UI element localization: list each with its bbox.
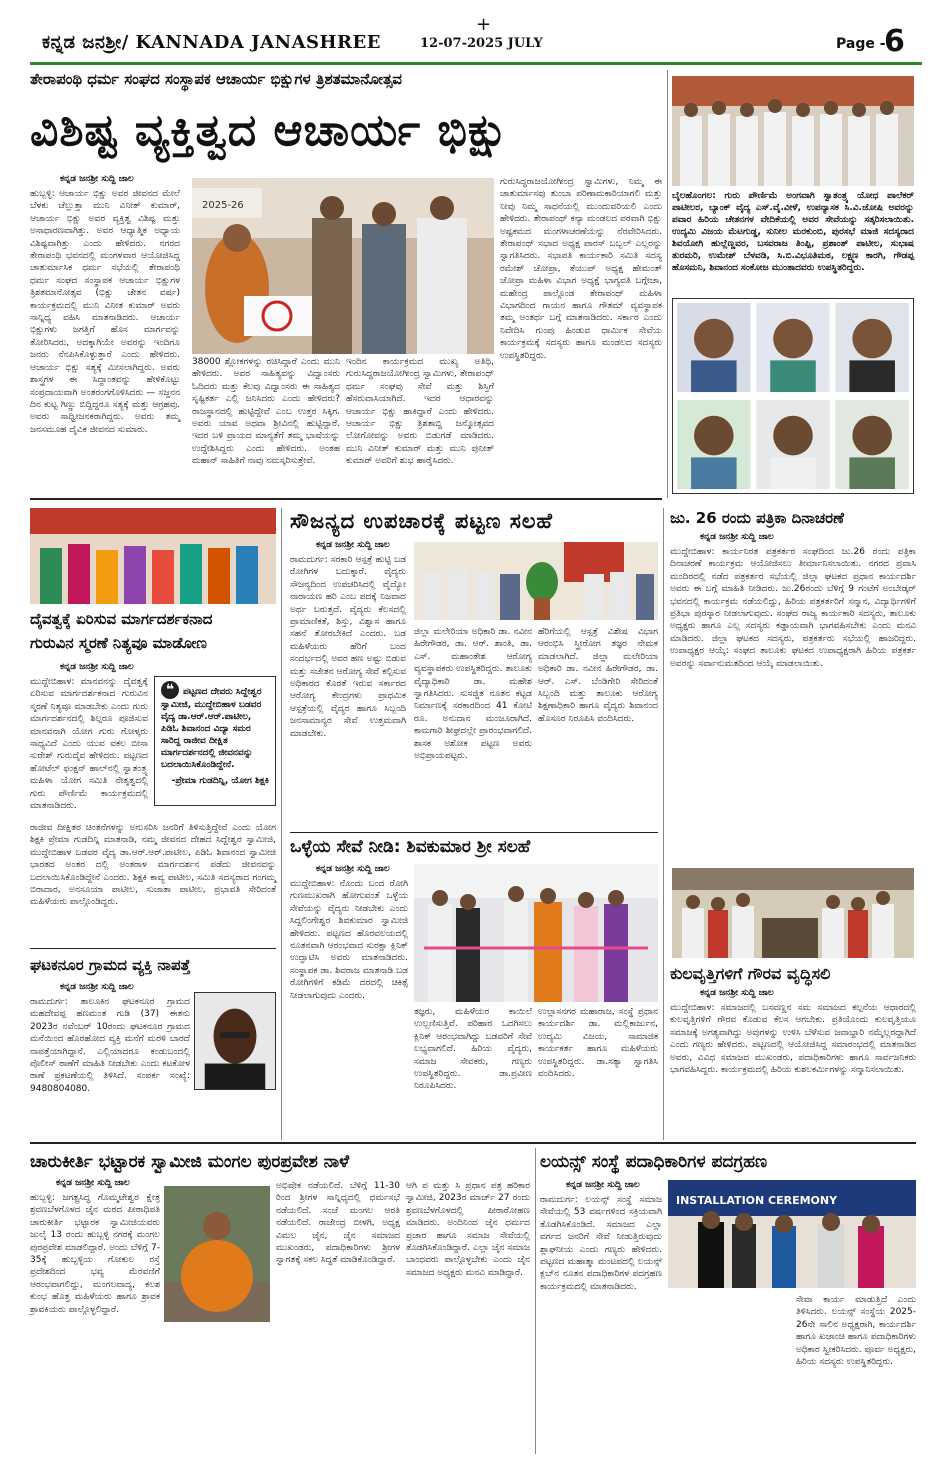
inauguration-photo-icon — [414, 542, 658, 620]
installation-banner-text: INSTALLATION CEREMONY — [676, 1194, 838, 1207]
installation-ceremony-photo-icon — [668, 1180, 916, 1288]
newspaper-name: ಕನ್ನಡ ಜನಶ್ರೀ/ KANNADA JANASHREE — [42, 32, 381, 53]
registration-mark: + — [476, 14, 492, 35]
column-divider-top — [667, 70, 668, 498]
quote-icon: ❝ — [161, 681, 179, 699]
story2-quote-box — [154, 676, 276, 806]
story2-bottom-rule — [30, 948, 276, 949]
story8-column-2: ಅಭಿಷೇಕ ನಡೆಯಲಿದೆ. ಬೆಳಿಗ್ಗೆ 11-30 ರಿಂದ ಶ್ರೀಗಳ ಸಾನ್ನಿಧ್ಯದಲ್ಲಿ ಧರ್ಮಸಭೆ ನಡೆಯಲಿದೆ. ಸಂಜೆ ಮಂಗಲ ಆರತಿ ನಡೆಯಲಿದೆ. ರಾಜೇಂದ್ರ ಬೀಳಗಿ, ಅಧ್ಯಕ್ಷ ವಿಮಲ ಜೈನ, ಜೈನ ಸಮಾಜದ ಮುಖಂಡರು, ಪದಾಧಿಕಾರಿಗಳು ಶ್ರೀಗಳ ಸ್ವಾಗತಕ್ಕೆ ಸಕಲ ಸಿದ್ಧತೆ ಮಾಡಿಕೊಂಡಿದ್ದಾರೆ. — [276, 1181, 400, 1266]
story2-byline: ಕನ್ನಡ ಜನಶ್ರೀ ಸುದ್ದಿ ಜಾಲ — [60, 662, 134, 672]
story3-byline: ಕನ್ನಡ ಜನಶ್ರೀ ಸುದ್ದಿ ಜಾಲ — [316, 540, 390, 550]
missing-person-photo-icon — [195, 993, 275, 1089]
column-divider-left — [281, 508, 282, 1140]
story1-column-3: ಇಂದಿನ ಕಾರ್ಯಕ್ರಮದ ಮುಖ್ಯ ಅತಿಥಿ, ಗುರುಸಿದ್ಧರಾಜಯೋಗೀಂದ್ರ ಸ್ವಾಮಿಗಳು, ತೇರಾಪಂಥ್ ಧರ್ಮ ಸಂಘವು ಸೇವೆ ಮತ್ತು ಶಿಸ್ತಿಗೆ ಹೆಸರುವಾಸಿಯಾಗಿದೆ. ಇದರ ಆಧಾರವನ್ನು ಆಚಾರ್ಯ ಭಿಕ್ಷು ಹಾಕಿದ್ದಾರೆ ಎಂದು ಹೇಳಿದರು. ಆಚಾರ್ಯ ಭಿಕ್ಷು ತ್ರಿಶತಾಬ್ದಿ ಜನ್ಮೋತ್ಸವದ ಲೋಗೋವನ್ನು ಅವರು ಬಿಡುಗಡೆ ಮಾಡಿದರು. ಮುನಿ ವಿನೀತ್ ಕುಮಾರ್ ಮತ್ತು ಮುನಿ ಪುನೀತ್ ಕುಮಾರ್ ಅವರಿಗೆ ಶುಭ ಹಾರೈಸಿದರು. — [346, 357, 494, 467]
story1-column-4: ಗುರುಸಿದ್ಧರಾಜಯೋಗೀಂದ್ರ ಸ್ವಾಮಿಗಳು, ನಿಮ್ಮ ಈ ಚಾತುರ್ಮಾಸವು ತುಂಬಾ ಪರಿಣಾಮಕಾರಿಯಾಗಲಿ ಮತ್ತು ನೀವು ನಿಮ್ಮ ಸಾಧನೆಯಲ್ಲಿ ಮುಂದುವರಿಯಲಿ ಎಂದು ಹೇಳಿದರು. ತೇರಾಪಂಥ್ ಕನ್ಯಾ ಮಂಡಲದ ಪರವಾಗಿ ಭಿಕ್ಷು ಅಷ್ಟಕಮದ ಮಂಗಳಾಚರಣೆಯನ್ನು ನೆರವೇರಿಸಿದರು. ತೇರಾಪಂಥ್ ಸಭಾದ ಅಧ್ಯಕ್ಷ ಪಾರಸ್ ಬಬ್ಬಲ್ ಎಲ್ಲರನ್ನು ಸ್ವಾಗತಿಸಿದರು. ಸಭಾಪತಿ ಕಾರ್ಯಕಾರಿ ಸಮಿತಿ ಸದಸ್ಯ ರಮೇಶ್ ಚೋಪ್ರಾ, ತೆಯುಪ್ ಅಧ್ಯಕ್ಷ ಹೇಮಂತ್ ಚೋಪ್ರಾ ಮಹಿಳಾ ವಿಭಾಗ ಅಧ್ಯಕ್ಷೆ ಭಾಗ್ಯವತಿ ಬಗ್ಗೇಚಾ, ಮಹೇಂದ್ರ ಪಾಲ್ಗೊಂಡ ತೇರಾಪಂಥ್ ಮಹಿಳಾ ವಿಭಾಗದಿಂದ ಗಾಯನ ಹಾಗೂ ಗೌತಮ್ ವ್ಯವಸ್ಥಾಪಕ ತಮ್ಮ ಅಂತರ್ಥ ಬಗ್ಗೆ ಮಾತನಾಡಿದರು. ಸರ್ಕಾರ ಎಂದು ನಿವೇದಿಸಿ ಗುಂಪು ಹಿಂಡುವ ಧಾರ್ಮಿಕ ಸೇವೆಯ ಕಾರ್ಯಕ್ರಮಕ್ಕೆ ಸದಸ್ಯರು ಹಾಗೂ ಮಂಡಲದ ಸದಸ್ಯರು ಉಪಸ್ಥಿತರಿದ್ದರು. — [500, 177, 662, 361]
story5-headline: ಒಳ್ಳೆಯ ಸೇವೆ ನೀಡಿ: ಶಿವಕುಮಾರ ಶ್ರೀ ಸಲಹೆ — [290, 837, 531, 857]
story9-column-2: ಸೇವಾ ಕಾರ್ಯ ಮಾಡುತ್ತಿದೆ ಎಂದು ತಿಳಿಸಿದರು. ಲಯನ್ಸ್ ಸಂಸ್ಥೆಯ 2025-26ನೇ ಸಾಲಿನ ಅಧ್ಯಕ್ಷರಾಗಿ, ಕಾರ್ಯದರ್ಶಿ ಹಾಗೂ ಖಜಾಂಚಿ ಹಾಗೂ ಪದಾಧಿಕಾರಿಗಳು ಅಧಿಕಾರ ಸ್ವೀಕರಿಸಿದರು. ಪೂರ್ವ ಅಧ್ಯಕ್ಷರು, ಹಿರಿಯ ಸದಸ್ಯರು ಉಪಸ್ಥಿತರಿದ್ದರು. — [796, 1295, 916, 1368]
story6-headline: ಘಟಕನೂರ ಗ್ರಾಮದ ವ್ಯಕ್ತಿ ನಾಪತ್ತೆ — [30, 956, 191, 974]
story5-byline: ಕನ್ನಡ ಜನಶ್ರೀ ಸುದ್ದಿ ಜಾಲ — [316, 864, 390, 874]
page-label: Page - — [836, 36, 886, 52]
column-divider-bottom — [535, 1148, 536, 1454]
story9-column-1: ರಾಮದುರ್ಗ: ಲಯನ್ಸ್ ಸಂಸ್ಥೆ ಸಮಾಜ ಸೇವೆಯಲ್ಲಿ 53 ವರ್ಷಗಳಿಂದ ಸಕ್ರಿಯವಾಗಿ ತೊಡಗಿಸಿಕೊಂಡಿದೆ. ಸಮಾಜದ ಎಲ್ಲಾ ವರ್ಗದ ಜನರಿಗೆ ಸೇವೆ ನೀಡುತ್ತಿರುವುದು ಶ್ಲಾಘನೀಯ ಎಂದು ಗಣ್ಯರು ಹೇಳಿದರು. ಪಟ್ಟಣದ ಮಹಾತ್ಮಾ ಮಂಟಪದಲ್ಲಿ ಲಯನ್ಸ್ ಕ್ಲಬ್‌ನ ನೂತನ ಪದಾಧಿಕಾರಿಗಳ ಪದಗ್ರಹಣ ಕಾರ್ಯಕ್ರಮದಲ್ಲಿ ಮಾತನಾಡಿದರು. — [540, 1195, 662, 1292]
story1-column-1: ಹುಬ್ಬಳ್ಳಿ: ಆಚಾರ್ಯ ಭಿಕ್ಷು ಅವರ ಜೀವನದ ಮೇಲೆ ಬೆಳಕು ಚೆಲ್ಲುತ್ತಾ ಮುನಿ ವಿನೀತ್ ಕುಮಾರ್, ಆಚಾರ್ಯ ಭಿಕ್ಷು ಅವರ ವ್ಯಕ್ತಿತ್ವ ವಿಶಿಷ್ಟ ಮತ್ತು ಅಸಾಧಾರಣವಾಗಿತ್ತು. ಅವರ ಆಧ್ಯಾತ್ಮಿಕ ಅಧ್ಯಾಯ ವಿಶಿಷ್ಟವಾಗಿತ್ತು ಎಂದು ಹೇಳಿದರು. ನಗರದ ತೇರಾಪಂಥಿ ಭವನದಲ್ಲಿ ಮಂಗಳವಾರ ಆಯೋಜಿಸಿದ್ದ ಚಾತುರ್ಮಾಸಿಕ ಧರ್ಮ ಸಭೆಯಲ್ಲಿ ತೇರಾಪಂಥಿ ಧರ್ಮ ಸಂಘದ ಸಂಸ್ಥಾಪಕ ಆಚಾರ್ಯ ಭಿಕ್ಷುಗಳ ತ್ರಿಶತಮಾನೋತ್ಸವ (ಭಿಕ್ಷು ಚೇತನ ವರ್ಷ) ಕಾರ್ಯಕ್ರಮದಲ್ಲಿ ಮುನಿ ವಿನೀತ ಕುಮಾರ್ ಅವರು ಸಾನ್ನಿಧ್ಯ ವಹಿಸಿ ಮಾತನಾಡಿದರು. ಆಚಾರ್ಯ ಭಿಕ್ಷುಗಳು ಜಗತ್ತಿಗೆ ಹೊಸ ಮಾರ್ಗವನ್ನು ತೋರಿಸಿದರು, ಅದಕ್ಕಾಗಿಯೇ ಅವರನ್ನು ಇಂದಿಗೂ ಜನರು ನೆನಪಿಸಿಕೊಳ್ಳುತ್ತಾರೆ ಎಂದು ಹೇಳಿದರು. ಆಚಾರ್ಯ ಭಿಕ್ಷು ಸತ್ಯಕ್ಕೆ ಮೀಸಲಾಗಿದ್ದರು. ಅವರು ಶಾಸ್ತ್ರಗಳ ಈ ಸಿದ್ಧಾಂತವನ್ನು ಹೇಳಿಕೊಟ್ಟು ಸಂಪ್ರದಾಯವಾಗಿ ಅಂತರಂಗಗೊಳಿಸಿದರು — ಸಜ್ಜನನ ದಿನ ಕುಟ್ಟ ಗಿಣ್ಣು ಬಿದ್ದಿದ್ದರೂ ಸತ್ಯಕ್ಕೆ ಮತ್ತು ಆಗ್ರಹವು. ಅವರು ಸಾಧ್ವೀಜನಕರಾಗಿದ್ದರು. ಅವರು ತಮ್ಮ ಜನಸಮೂಹ ದೈವಿಕ ಜೀವನದ ಸುಮಾರು. — [30, 189, 180, 435]
inauguration-photo — [414, 542, 658, 620]
story7-body: ಮುದ್ದೇಬಿಹಾಳ: ಸಮಾಜದಲ್ಲಿ ಬಸವಣ್ಣನ ಸಮ ಸಮಾಜದ ಕಲ್ಪನೆಯ ಆಧಾರದಲ್ಲಿ ಕುಲವೃತ್ತಿಗಳಿಗೆ ಗೌರವ ಕೊಡುವ ಕೆಲಸ ಆಗಬೇಕು. ಪ್ರತಿಯೊಂದು ಕುಲವೃತ್ತಿಯೂ ಸಮಾಜಕ್ಕೆ ಅಗತ್ಯವಾಗಿದ್ದು ಅವುಗಳನ್ನು ಉಳಿಸಿ ಬೆಳೆಸುವ ಜವಾಬ್ದಾರಿ ನಮ್ಮೆಲ್ಲರದ್ದಾಗಿದೆ ಎಂದು ಗಣ್ಯರು ಹೇಳಿದರು. ಪಟ್ಟಣದಲ್ಲಿ ಆಯೋಜಿಸಿದ್ದ ಸಮಾರಂಭದಲ್ಲಿ ಮಾತನಾಡಿದ ಅವರು, ವಿವಿಧ ಸಮಾಜದ ಮುಖಂಡರು, ಪದಾಧಿಕಾರಿಗಳು ಹಾಗೂ ಸಾರ್ವಜನಿಕರು ಭಾಗವಹಿಸಿದ್ದರು. ಕಾರ್ಯಕ್ರಮದಲ್ಲಿ ಹಿರಿಯ ಕುಶಲಕರ್ಮಿಗಳನ್ನು ಸನ್ಮಾನಿಸಲಾಯಿತು. — [670, 1003, 916, 1076]
page-number: 6 — [884, 24, 905, 59]
story1-headline: ವಿಶಿಷ್ಟ ವ್ಯಕ್ತಿತ್ವದ ಆಚಾರ್ಯ ಭಿಕ್ಷು — [30, 105, 510, 156]
story1-photo — [192, 178, 494, 354]
women-group-photo-icon — [30, 508, 276, 604]
story3-headline: ಸೌಜನ್ಯದ ಉಪಚಾರಕ್ಕೆ ಪಟ್ಟಣ ಸಲಹೆ — [290, 509, 553, 533]
story8-column-1-top — [30, 1192, 160, 1315]
story3-bottom-rule — [290, 832, 658, 833]
issue-date: 12-07-2025 JULY — [420, 36, 543, 51]
installation-ceremony-photo — [668, 1180, 916, 1288]
story4-headline: ಜು. 26 ರಂದು ಪತ್ರಿಕಾ ದಿನಾಚರಣೆ — [670, 509, 845, 527]
story8-column-1: ಹುಬ್ಬಳ್ಳಿ: ಜಗತ್ಪ್ರಸಿದ್ಧ ಗೊಮ್ಮಟೇಶ್ವರ ಕ್ಷೇತ್ರ ಶ್ರವಣಬೆಳಗೊಳದ ಜೈನ ಮಠದ ಪೀಠಾಧಿಪತಿ ಚಾರುಕೀರ್ತಿ ಭಟ್ಟಾರಕ ಸ್ವಾಮೀಜಿಯವರು ಜುಲೈ 13 ರಂದು ಹುಬ್ಬಳ್ಳಿ ನಗರಕ್ಕೆ ಮಂಗಲ ಪುರಪ್ರವೇಶ ಮಾಡಲಿದ್ದಾರೆ. ಅಂದು ಬೆಳಿಗ್ಗೆ 7-35ಕ್ಕೆ ಹುಬ್ಬಳ್ಳಿಯ ಗೋಕುಲ ರಸ್ತೆ ಪ್ರದೇಶದಿಂದ ಭವ್ಯ ಮೆರವಣಿಗೆ ಆರಂಭವಾಗಲಿದ್ದು, ಮಂಗಲವಾದ್ಯ, ಕಲಶ ಕುಂಭ ಹೊತ್ತ ಮಹಿಳೆಯರು ಹಾಗೂ ಶ್ರಾವಕ ಶ್ರಾವಕಿಯರು ಪಾಲ್ಗೊಳ್ಳಲಿದ್ದಾರೆ. — [30, 1193, 160, 1315]
women-group-photo — [30, 508, 276, 604]
portrait-grid-icon — [673, 299, 913, 493]
meeting-photo-icon — [672, 868, 914, 958]
story8-byline: ಕನ್ನಡ ಜನಶ್ರೀ ಸುದ್ದಿ ಜಾಲ — [56, 1178, 130, 1188]
missing-person-photo — [194, 992, 276, 1090]
story3-column-2: ಜಿಲ್ಲಾ ಮಲೇರಿಯಾ ಅಧಿಕಾರಿ ಡಾ. ನವೀನ ಹಿರೇಗೌಡರ, ಡಾ. ಆರ್. ಶಾಂತಿ, ಡಾ. ಎಸ್. ಮಹಾಂತೇಶ ಆರೋಗ್ಯ ವ್ಯವಸ್ಥಾಪಕರು ಉಪಸ್ಥಿತರಿದ್ದರು. ತಾಲೂಕು ವೈದ್ಯಾಧಿಕಾರಿ ಡಾ. ಮಹೇಶ ಸ್ವಾಗತಿಸಿದರು. ಸುಸಜ್ಜಿತ ನೂತನ ಕಟ್ಟಡ ನಿರ್ಮಾಣಕ್ಕೆ ಸರಕಾರದಿಂದ 41 ಕೋಟಿ ರೂ. ಅನುದಾನ ಮಂಜೂರಾಗಿದೆ. ಕಾಮಗಾರಿ ಶೀಘ್ರದಲ್ಲೇ ಪ್ರಾರಂಭವಾಗಲಿದೆ. ಶಾಸಕ ಅಶೋಕ ಪಟ್ಟಣ ಅವರು ಅಭಿಪ್ರಾಯಪಟ್ಟರು. — [414, 627, 532, 762]
story7-byline: ಕನ್ನಡ ಜನಶ್ರೀ ಸುದ್ದಿ ಜಾಲ — [700, 988, 774, 998]
masthead-rule — [30, 62, 922, 65]
story9-column-2-left — [668, 1294, 790, 1454]
story6-body-top — [30, 996, 190, 1094]
masthead — [0, 0, 945, 64]
story6-byline: ಕನ್ನಡ ಜನಶ್ರೀ ಸುದ್ದಿ ಜಾಲ — [60, 982, 134, 992]
swamiji-photo — [164, 1186, 270, 1322]
meeting-photo — [672, 868, 914, 958]
story2-headline-line1: ದೈವತ್ವಕ್ಕೆ ಏರಿಸುವ ಮಾರ್ಗದರ್ಶಕನಾದ — [30, 610, 213, 628]
story8-column-3: ಆಗಿ ಪ ಮತ್ತು ಸಿ ಪ್ರಧಾನ ಪತ್ರ ಹರಿಕಾರ ಸ್ವಾಮೀಜಿ, 2023ರ ಮಾರ್ಚ್ 27 ರಂದು ಶ್ರವಣಬೆಳಗೊಳದಲ್ಲಿ ಪೀಠಾರೋಹಣ ಮಾಡಿದರು. ಅಂದಿನಿಂದ ಜೈನ ಧರ್ಮದ ಪ್ರಚಾರ ಹಾಗೂ ಸಮಾಜ ಸೇವೆಯಲ್ಲಿ ತೊಡಗಿಸಿಕೊಂಡಿದ್ದಾರೆ. ಎಲ್ಲಾ ಜೈನ ಸಮಾಜ ಬಾಂಧವರು ಪಾಲ್ಗೊಳ್ಳಬೇಕು ಎಂದು ಜೈನ ಸಮಾಜದ ಅಧ್ಯಕ್ಷರು ಮನವಿ ಮಾಡಿದ್ದಾರೆ. — [406, 1181, 530, 1278]
story9-headline: ಲಯನ್ಸ್ ಸಂಸ್ಥೆ ಪದಾಧಿಕಾರಿಗಳ ಪದಗ್ರಹಣ — [540, 1152, 768, 1172]
story2-body-top: ಮುದ್ದೇಬಿಹಾಳ: ಮಾನವನನ್ನು ದೈವತ್ವಕ್ಕೆ ಏರಿಸುವ ಮಾರ್ಗದರ್ಶಕನಾದ ಗುರುವಿನ ಸ್ಮರಣೆ ನಿತ್ಯವೂ ಮಾಡಬೇಕು ಎಂದು ಗುರು ಮಾರ್ಗದರ್ಶನದಲ್ಲಿ ಶಿಲ್ಪರೂ ಪೂಜಿಸುವ ಮಾನವನಾಗಿ ಯೋಗ ಗುರು ಗೋಳ್ಕರು ಸಾಧ್ಯವಿದೆ ಎಂದು ಯುವ ವಕಲ ಬೀಸಾ ಸುರೇಶ್ ಗುರುದೈವ ಹೇಳಿದರು. ಪಟ್ಟಣದ ಹೋಟೆಲ್ ಫಂಕ್ಷನ್ ಹಾಲ್‌ನಲ್ಲಿ ಸ್ವಾತಂತ್ರ್ಯ ಮಹಿಳಾ ಯೋಗ ಸಮಿತಿ ನೇತೃತ್ವದಲ್ಲಿ ಗುರು ಪೌರ್ಣಿಮೆ ಕಾರ್ಯಕ್ರಮದಲ್ಲಿ ಮಾತನಾಡಿದರು. — [30, 677, 148, 812]
story3-column-3: ಹೆರಿಗೆಯಲ್ಲಿ ಆಸ್ಪತ್ರೆ ವಿಶೇಷ ವಿಭಾಗ ಆರಂಭಿಸಿ ಸ್ತ್ರೀರೋಗ ತಜ್ಞರ ನೇಮಕ ಮಾಡಲಾಗಿದೆ. ಜಿಲ್ಲಾ ಮಲೇರಿಯಾ ಅಧಿಕಾರಿ ಡಾ. ನವೀನ ಹಿರೇಗೌಡರ, ಡಾ. ಆರ್. ಎಸ್. ಬೆಂಡಿಗೇರಿ ಸೇರಿದಂತೆ ಸಿಬ್ಬಂದಿ ಮತ್ತು ತಾಲೂಕು ಆರೋಗ್ಯ ಶಿಕ್ಷಣಾಧಿಕಾರಿ ಹಾಗೂ ವೈದ್ಯರು ಶಿವಾನಂದ ಹೊಸೂರ ನಿರೂಪಿಸಿ ವಂದಿಸಿದರು. — [538, 627, 658, 724]
ribbon-cutting-photo — [414, 864, 658, 1002]
story2-body-bottom: ರಾಜೀವ ದೀಕ್ಷಿತರ ಚಿಂತನೆಗಳನ್ನು ಅನುಸರಿಸಿ ಜನರಿಗೆ ತಿಳಿಸುತ್ತಿದ್ದೇವೆ ಎಂದು ಯೋಗ ಶಿಕ್ಷಕಿ ಪ್ರೇಮಾ ಗುಡದಿನ್ನಿ ಮಾತನಾಡಿ, ನಮ್ಮ ಜೀವನದ ದೇಹದ ಸಿದ್ದೇಶ್ವರ ಸ್ವಾಮೀಜಿ, ಮುದ್ದೇಬಿಹಾಳ ಬಡವರ ವೈದ್ಯ ಡಾ.ಆರ್.ಆರ್.ಪಾಟೀಲ, ಪಿಡಿಓ ಶಿವಾನಂದ ಸ್ವಾಮೀಜಿ ಭಾರತದ ಅಂತರ ದಲ್ಲಿ ಅಂತರಾಳ ಮಾರ್ಗದರ್ಶನ ಪಡೆದು ಜೀವನವನ್ನು ಬದಲಾಯಿಸಿಕೊಂಡಿದ್ದೇನೆ ಎಂದರು. ಶಿಕ್ಷಕಿ ಕಾವ್ಯ ಪಾಟೀಲ, ಸಮಿತಿ ಸದಸ್ಯರಾದ ಗಂಗಮ್ಮ ಬಿರಾದಾರ, ಅನಸೂಯಾ ಪಾಟೀಲ, ಸುಜಾತಾ ಪಾಟೀಲ, ಪ್ರಭಾವತಿ ಸೇರಿದಂತೆ ಮಹಿಳೆಯರು ಪಾಲ್ಗೊಂಡಿದ್ದರು. — [30, 823, 276, 908]
story7-headline: ಕುಲವೃತ್ತಿಗಳಿಗೆ ಗೌರವ ವೃದ್ಧಿಸಲಿ — [670, 964, 831, 983]
bottom-band-rule — [30, 1142, 916, 1144]
group-photo-caption: ಬೈಲಹೊಂಗಲ: ಗುರು ಪೌರ್ಣಿಮೆ ಅಂಗವಾಗಿ ಸ್ವಾತಂತ್ರ್ಯ ಯೋಧ ಪಾಲೆಕರ್ ಪಾಟೀಲರ, ಬ್ಯಾಂಕ್ ವೈದ್ಯ ಎಸ್.ವೈ.ವೀಳೆ, ಉಪನ್ಯಾಸಕ ಸಿ.ವಿ.ಜೋಷಿ ಅವರನ್ನು ಪವಾರ ಹಿರಿಯ ಚೇತನಗಳ ವೇದಿಕೆಯಲ್ಲಿ ಅವರ ಸೇವೆಯನ್ನು ಸತ್ಕರಿಸಲಾಯಿತು. ಉದ್ಯಮಿ ವಿಜಯ ಮೆಟಗುಡ್ಡ, ಸುನೀಲ ಮರಕುಂಬಿ, ಪುರಸಭೆ ಮಾಜಿ ಸದಸ್ಯರಾದ ಶಿವಯೋಗಿ ಹುಲ್ಲೆಣ್ಣವರ, ಬಸವರಾಜ ತಿಂಪ್ಪಿ, ಪ್ರಶಾಂತ್ ಪಾಟೀಲ, ಸುಭಾಷ ತುರಮರಿ, ಉಮೇಶ್ ಬೆಳವಡಿ, ಸಿ.ಬಿ.ವಿಭೂತಿಮಠ, ಲಕ್ಷ್ಮಣ ಕಾರಗಿ, ಗೌಡಪ್ಪ ಹೊಸಮನಿ, ಶಿವಾನಂದ ಸಂಕೋಜ ಮುಂತಾದವರು ಉಪಸ್ಥಿತರಿದ್ದರು. — [672, 191, 914, 273]
swamiji-photo-icon — [164, 1186, 270, 1322]
story3-column-1: ರಾಮದುರ್ಗ: ಸರಕಾರಿ ಆಸ್ಪತ್ರೆ ಹುಟ್ಟಿ ಬಡ ರೋಗಿಗಳ ಬದುಕ್ಕಾರೆ. ವೈದ್ಯರು ಸೌಜನ್ಯದಿಂದ ಉಪಚರಿಸಿದಲ್ಲಿ ವೈದ್ಯೋ ನಾರಾಯಣ ಹರಿ ಎಂಬ ಪದಕ್ಕೆ ನಿಜವಾದ ಅರ್ಥ ಬರುತ್ತದೆ. ವೈದ್ಯರು ಕೆಲಸದಲ್ಲಿ ಪ್ರಾಮಾಣಿಕತೆ, ಶಿಸ್ತು, ವಿಶ್ವಾಸ ಹಾಗೂ ಸಹನೆ ತೋರಬೇಕಿದೆ ಎಂದರು. ಬಡ ಮಹಿಳೆಯರು ಹೆರಿಗೆ ಬಂದ ಸಂದರ್ಭದಲ್ಲಿ ಅವರ ಹಣ ಅಷ್ಟು ಬಿಡುವ ಮತ್ತು ಸಚೇತನ ಆರೋಗ್ಯ ಸೇವೆ ಕಲ್ಪಿಸುವ ಅಧಿಕಾರದ ಕೊರತೆ ಇರುವ ಸರ್ಕಾರದ ಆರೋಗ್ಯ ಕೇಂದ್ರಗಳು ಪ್ರಾಥಮಿಕ ಆಸ್ಪತ್ರೆಯಲ್ಲಿ ವೈದ್ಯರ ಹಾಗೂ ಸಿಬ್ಬಂದಿ ಜನಸಾಮಾನ್ಯರ ಸೇವೆ ಉತ್ತಮವಾಗಿ ಮಾಡಬೇಕು. — [290, 555, 406, 739]
story5-column-3: ಉಲ್ಲಾಸನಗರ ಮಹಾರಾಜ, ಸಂಸ್ಥೆ ಪ್ರಧಾನ ಕಾರ್ಯದರ್ಶಿ ಡಾ. ಮಲ್ಲಿಕಾರ್ಜುನ, ಉದ್ಯಮಿ ವಿಜಯ, ಸಾಮಾಜಿಕ ಕಾರ್ಯಕರ್ತ ಹಾಗೂ ಮಹಿಳೆಯರು ಉಪಸ್ಥಿತರಿದ್ದರು. ಡಾ.ಸತ್ಯಾ ಸ್ವಾಗತಿಸಿ ವಂದಿಸಿದರು. — [538, 1007, 658, 1080]
story2-quote-text: ಪಟ್ಟಣದ ದೇವರು ಸಿದ್ದೇಶ್ವರ ಸ್ವಾಮೀಜಿ, ಮುದ್ದೇಬಿಹಾಳ ಬಡವರ ವೈದ್ಯ ಡಾ.ಆರ್.ಆರ್.ಪಾಟೀಲ, ಪಿಡಿಓ ಶಿವಾನಂದ ವಿದ್ಯಾ ಸಮರ ಸಾರಿದ್ದ ರಾಜೀವ ದೀಕ್ಷಿತ ಮಾರ್ಗದರ್ಶನದಲ್ಲಿ ಜೀವನವನ್ನು ಬದಲಾಯಿಸಿಕೊಂಡಿದ್ದೇನೆ. — [161, 687, 262, 770]
story4-body: ಮುದ್ದೇಬಿಹಾಳ: ಕಾರ್ಯನಿರತ ಪತ್ರಕರ್ತರ ಸಂಘದಿಂದ ಜು.26 ರಂದು ಪತ್ರಿಕಾ ದಿನಾಚರಣೆ ಕಾರ್ಯಕ್ರಮ ಆಯೋಜಿಸಲು ತೀರ್ಮಾನಿಸಲಾಯಿತು. ನಗರದ ಪ್ರವಾಸಿ ಮಂದಿರದಲ್ಲಿ ನಡೆದ ಪತ್ರಕರ್ತರ ಸಭೆಯಲ್ಲಿ ಜಿಲ್ಲಾ ಘಟಕದ ಪ್ರಧಾನ ಕಾರ್ಯದರ್ಶಿ ಅವರು ಈ ಬಗ್ಗೆ ಮಾಹಿತಿ ನೀಡಿದರು. ಜು.26ರಂದು ಬೆಳಿಗ್ಗೆ 9 ಗಂಟೆಗೆ ಅಂಬೇಡ್ಕರ್ ಭವನದಲ್ಲಿ ಕಾರ್ಯಕ್ರಮ ನಡೆಯಲಿದ್ದು, ಹಿರಿಯ ಪತ್ರಕರ್ತರಿಗೆ ಸನ್ಮಾನ, ವಿದ್ಯಾರ್ಥಿಗಳಿಗೆ ಪ್ರತಿಭಾ ಪುರಸ್ಕಾರ ನೀಡಲಾಗುವುದು. ಸಂಘದ ರಾಜ್ಯ ಕಾರ್ಯಕಾರಿ ಸದಸ್ಯರು, ತಾಲೂಕು ಅಧ್ಯಕ್ಷರು ಹಾಗೂ ಎಲ್ಲ ಸದಸ್ಯರು ಕಡ್ಡಾಯವಾಗಿ ಭಾಗವಹಿಸಬೇಕು ಎಂದು ಮನವಿ ಮಾಡಿದರು. ಜಿಲ್ಲಾ ಘಟಕದ ಸದಸ್ಯರು, ಪತ್ರಕರ್ತರು ಸಭೆಯಲ್ಲಿ ಹಾಜರಿದ್ದರು. ಉಪಾಧ್ಯಕ್ಷರ ಆಯ್ಕೆ: ಸಂಘದ ತಾಲೂಕು ಘಟಕದ ಉಪಾಧ್ಯಕ್ಷರಾಗಿ ಹಿರಿಯ ಪತ್ರಕರ್ತ ಅವರನ್ನು ಸರ್ವಾನುಮತದಿಂದ ಆಯ್ಕೆ ಮಾಡಲಾಯಿತು. — [670, 547, 916, 669]
story2-quote-sign: -ಪ್ರೇಮಾ ಗುಡದಿನ್ನಿ, ಯೋಗ ಶಿಕ್ಷಕಿ — [171, 776, 269, 786]
story1-column-2: 38000 ಶ್ಲೋಕಗಳನ್ನು ರಚಿಸಿದ್ದಾರೆ ಎಂದು ಮುನಿ ಹೇಳಿದರು. ಅವರ ಸಾಹಿತ್ಯವನ್ನು ವಿದ್ವಾಂಸರು ಓದಿದರು ಮತ್ತು ಕೆಲವು ವಿದ್ವಾಂಸರು ಈ ಸಾಹಿತ್ಯದ ಸೃಷ್ಟಿಕರ್ತ ಎಲ್ಲಿ ಜನಿಸಿದರು ಎಂದು ಹೇಳಿದರು? ರಾಜಸ್ಥಾನದಲ್ಲಿ ಹುಟ್ಟಿದ್ದೇವೆ ಎಂಬ ಉತ್ತರ ಸಿಕ್ಕಿಗ. ಅವರು ಯಾವ ಅಥವಾ ಶ್ರೀವಿನಲ್ಲಿ ಹುಟ್ಟಿದ್ದಾರೆ. ಇದರ ಬಳಿ ಪ್ರಾಯದ ಮಾನ್ಯತೆಗೆ ತಮ್ಮ ಭಾಷೆಯನ್ನು ಉದ್ದೇಶಿಸಿದ್ದರು ಎಂದು ಹೇಳಿದರು. ಅಂತಹ ಮಹಾನ್ ಸಾಹಿತಿಗೆ ನಾವು ನಮಸ್ಕರಿಸುತ್ತೇವೆ. — [192, 357, 340, 467]
story1-kicker: ತೇರಾಪಂಥಿ ಧರ್ಮ ಸಂಘದ ಸಂಸ್ಥಾಪಕ ಆಚಾರ್ಯ ಭಿಕ್ಷುಗಳ ತ್ರಿಶತಮಾನೋತ್ಸವ — [30, 70, 403, 88]
group-photo-icon — [672, 76, 914, 186]
ceremony-photo-icon — [192, 178, 494, 354]
story9-byline: ಕನ್ನಡ ಜನಶ್ರೀ ಸುದ್ದಿ ಜಾಲ — [566, 1180, 640, 1190]
column-divider-right — [663, 508, 664, 1140]
portrait-grid — [672, 298, 914, 494]
photo-banner-text: 2025-26 — [202, 200, 244, 211]
story5-column-2: ತಜ್ಞರು, ಮಹಿಳೆಯರ ಕಾಯಿಲೆ ಉಲ್ಬಣಿಸುತ್ತಿವೆ. ಪರಿಹಾರ ಒದಗಿಸಲು ಕ್ಲಿನಿಕ್ ಆರಂಭವಾಗಿದ್ದು ಬಡವರಿಗೆ ಸೇವೆ ಲಭ್ಯವಾಗಲಿದೆ. ಹಿರಿಯ ವೈದ್ಯರು, ಸಮಾಜ ಸೇವಕರು, ಗಣ್ಯರು ಉಪಸ್ಥಿತರಿದ್ದರು. ಡಾ.ಪ್ರವೀಣ ನಿರೂಪಿಸಿದರು. — [414, 1007, 532, 1092]
ribbon-cutting-photo-icon — [414, 864, 658, 1002]
story8-column-1-rest — [30, 1328, 270, 1454]
story2-headline-line2: ಗುರುವಿನ ಸ್ಮರಣೆ ನಿತ್ಯವೂ ಮಾಡೋಣ — [30, 634, 207, 652]
story5-column-1: ಮುದ್ದೇಬಿಹಾಳ: ನೊಂದು ಬಂದ ರೋಗಿ ಗುಣಮುಖರಾಗಿ ಹೋಗುವಂತೆ ಒಳ್ಳೆಯ ಸೇವೆಯನ್ನು ವೈದ್ಯರು ನೀಡಬೇಕು ಎಂದು ಸಿದ್ದಲಿಂಗೇಶ್ವರ ಶಿವಕುಮಾರ ಸ್ವಾಮೀಜಿ ಹೇಳಿದರು. ಪಟ್ಟಣದ ಹೊರವಲಯದಲ್ಲಿ ನೂತನವಾಗಿ ಆರಂಭವಾದ ಸುರಕ್ಷಾ ಕ್ಲಿನಿಕ್ ಉದ್ಘಾಟಿಸಿ ಅವರು ಮಾತನಾಡಿದರು. ಸಂಸ್ಥಾಪಕ ಡಾ. ಶಿವರಾಜ ಮಾತನಾಡಿ ಬಡ ರೋಗಿಗಳಿಗೆ ಕಡಿಮೆ ದರದಲ್ಲಿ ಚಿಕಿತ್ಸೆ ನೀಡಲಾಗುವುದು ಎಂದರು. — [290, 879, 408, 1001]
story4-byline: ಕನ್ನಡ ಜನಶ್ರೀ ಸುದ್ದಿ ಜಾಲ — [700, 532, 774, 542]
story6-body: ರಾಮದುರ್ಗ: ತಾಲೂಕಿನ ಘಟಕನೂರ ಗ್ರಾಮದ ಮಹದೇವಪ್ಪ ಹಣಮಂತ ಗುಡಿ (37) ಈತನು 2023ರ ನವೆಂಬರ್ 10ರಂದು ಘಟಕನೂರ ಗ್ರಾಮದ ಮನೆಯಿಂದ ಹೊರಹೋದ ವ್ಯಕ್ತಿ ಮನೆಗೆ ಮರಳಿ ಬಾರದೆ ನಾಪತ್ತೆಯಾಗಿದ್ದಾನೆ. ಎಲ್ಲಿಯಾದರೂ ಕಂಡುಬಂದಲ್ಲಿ ಪೊಲೀಸ್ ಠಾಣೆಗೆ ಮಾಹಿತಿ ನೀಡಬೇಕು ಎಂದು ಕಟಕೋಳ ಠಾಣೆ ಪ್ರಕಟಣೆಯಲ್ಲಿ ತಿಳಿಸಿದೆ. ಸಂಪರ್ಕ ಸಂಖ್ಯೆ: 9480804080. — [30, 997, 190, 1094]
story1-byline: ಕನ್ನಡ ಜನಶ್ರೀ ಸುದ್ದಿ ಜಾಲ — [60, 174, 134, 184]
group-photo — [672, 76, 914, 186]
story1-bottom-rule — [30, 498, 662, 500]
story8-headline: ಚಾರುಕೀರ್ತಿ ಭಟ್ಟಾರಕ ಸ್ವಾಮೀಜಿ ಮಂಗಲ ಪುರಪ್ರವೇಶ ನಾಳೆ — [30, 1152, 350, 1172]
